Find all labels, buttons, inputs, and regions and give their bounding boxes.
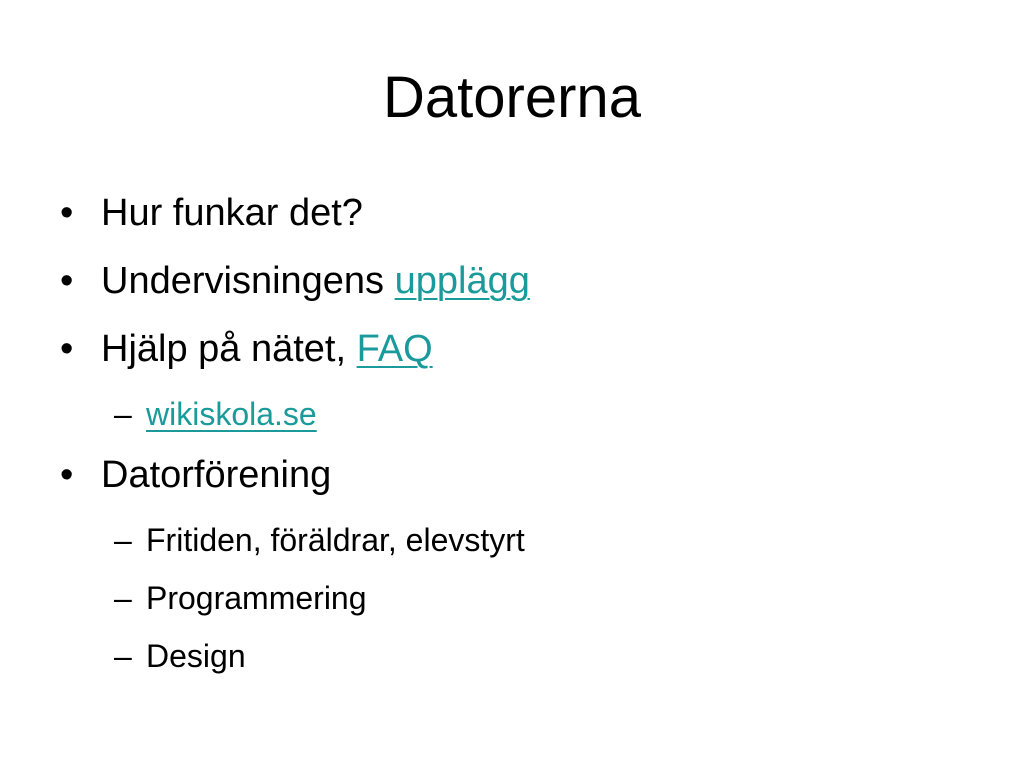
slide-title: Datorerna (383, 65, 641, 130)
dash-icon: – (114, 396, 132, 432)
list-item (58, 190, 998, 236)
list-item-text: Hjälp på nätet, (101, 328, 357, 370)
sub-list-item-text: Programmering (146, 580, 367, 616)
list-item (58, 452, 998, 498)
bullet-icon: • (60, 260, 74, 302)
sub-list-item-text: Fritiden, föräldrar, elevstyrt (146, 522, 525, 558)
dash-icon: – (114, 580, 132, 616)
dash-icon: – (114, 638, 132, 674)
bullet-icon: • (60, 328, 74, 370)
dash-icon: – (114, 522, 132, 558)
sub-list-item (58, 520, 998, 560)
list-item-text: Hur funkar det? (101, 192, 363, 234)
list-item-text: Datorförening (101, 454, 332, 496)
list-item-text: Undervisningens (101, 260, 395, 302)
faq-link[interactable]: FAQ (356, 328, 433, 370)
bullet-list (58, 190, 998, 694)
sub-list-item-text: Design (146, 638, 246, 674)
wikiskola-link[interactable]: wikiskola.se (146, 396, 317, 432)
list-item (58, 258, 998, 304)
bullet-icon: • (60, 192, 74, 234)
upplagg-link[interactable]: upplägg (394, 260, 530, 302)
list-item (58, 326, 998, 372)
sub-list-item (58, 636, 998, 676)
sub-list-item (58, 578, 998, 618)
sub-list-item (58, 394, 998, 434)
bullet-icon: • (60, 454, 74, 496)
